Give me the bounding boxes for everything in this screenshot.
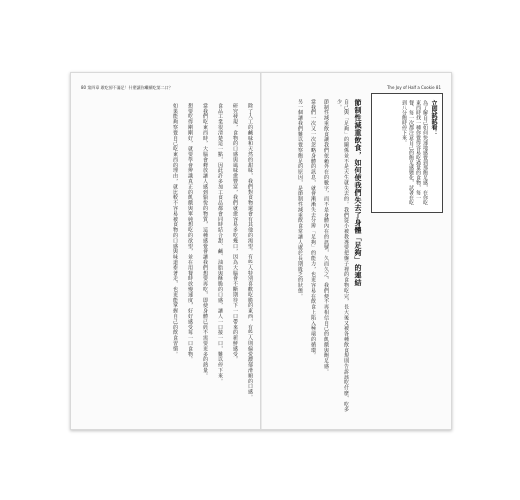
left-paragraph: 當我們吃東西時，大腦會釋放讓人感到愉悅的物質，這種感覺會讓我們想要再吃，即使身體已經不需要更多的熱量。 <box>202 103 208 379</box>
right-paragraph: 當我們一次又一次忽略身體的訊息，就會漸漸失去分辨「足夠」的能力，也更容易在飲食上陷入極端的循環。 <box>310 99 316 359</box>
left-paragraph: 研究發現，食物的口感與風味愈豐富，我們就愈容易多吃幾口，因為大腦會不斷期待下一口帶來的新鮮感受。 <box>232 103 238 363</box>
section-heading: 節制性減重飲食，如何使我們失去了身體「足夠」的連結 <box>354 99 362 287</box>
right-paragraph: 自己與「足夠」的關係並不是天生就失去的。我們從小被教導要把盤子裡的食物吃完，長大後又被各種飲食規則告訴該吃什麼、吃多少。 <box>336 99 349 413</box>
left-paragraph: 食品工業很清楚這一點，因此許多加工食品都會同時結合甜、鹹、油脂與酥脆的口感，讓人一口接一口，難以停下來。 <box>217 103 223 384</box>
left-running-head: 80 第四章 敢吃卻不滿足！什麼讓你繼續吃第二口？ <box>81 85 173 90</box>
right-running-head: The Joy of Half a Cookie 81 <box>386 85 441 90</box>
right-page-body <box>271 99 349 413</box>
left-page-body <box>93 103 253 413</box>
left-paragraph: 如果能夠察覺自己吃東西的理由，就比較不容易被食物的口感與味道牽著走，也更能掌握自己的飲食習慣。 <box>172 103 178 357</box>
right-paragraph: 另一個讓我們難以覺察飽足的原因，是節制性減重飲食常讓人處於長期匱乏的狀態。 <box>297 99 303 299</box>
book-spread <box>70 72 452 430</box>
tip-box <box>371 93 443 213</box>
book-gutter <box>260 73 262 429</box>
tip-body: 為了解自己如何快速地感覺到那飽足感，在你吃東西時找一種你覺得容易吃過量的食物，每一餐、每一次都注意自己的飽足感變化，試著在吃到八分飽時停下來。 <box>401 100 428 205</box>
tip-title: 立即試試看： <box>430 100 437 136</box>
left-paragraph: 除了人工的鹹味和天然的甜味，我們對食物還會有其他的渴望。有些人特別喜歡吃脆的東西，有些人則偏愛濃郁滑順的口感。 <box>247 103 253 400</box>
right-paragraph: 節制性減重飲食讓我們依賴外在的數字，而不是身體內在的訊號，久而久之，我們便不再相信自己的飢餓與飽足感。 <box>323 99 329 375</box>
left-paragraph: 想要吃得剛剛好，就要學會辨識真正的飢餓與單純想吃的欲望，並在用餐時放慢速度，好好感受每一口食物。 <box>187 103 193 363</box>
